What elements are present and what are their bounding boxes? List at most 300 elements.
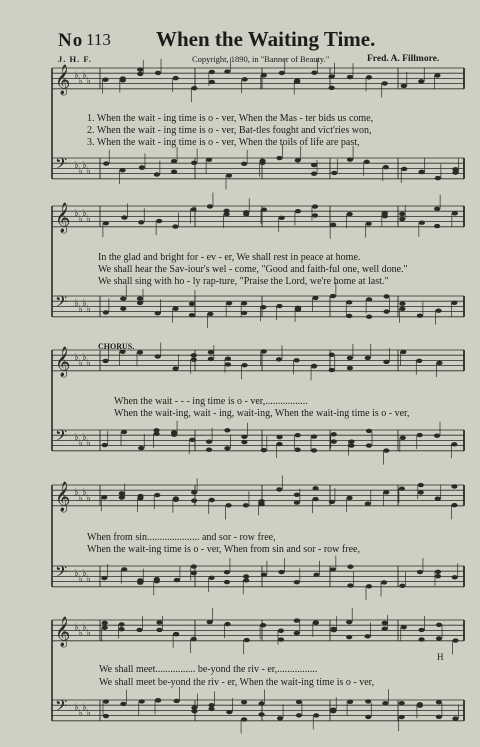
chorus-line-2-upper: When from sin..................... and sor - row free, — [87, 532, 276, 543]
notehead — [278, 570, 284, 574]
notehead — [401, 167, 407, 171]
flat-icon: ♭ — [74, 298, 79, 309]
notehead — [294, 631, 300, 635]
notehead — [156, 219, 162, 223]
notehead — [295, 158, 301, 162]
notehead — [189, 438, 195, 442]
notehead — [417, 433, 423, 437]
notehead — [277, 716, 283, 720]
notehead — [154, 172, 160, 176]
notehead — [226, 503, 232, 507]
flat-icon: ♭ — [86, 493, 91, 504]
notehead — [401, 84, 407, 88]
notehead — [348, 439, 354, 443]
notehead — [330, 567, 336, 571]
flat-icon: ♭ — [82, 352, 87, 363]
notehead — [313, 573, 319, 577]
notehead — [103, 699, 109, 703]
notehead — [382, 627, 388, 631]
notehead — [118, 627, 124, 631]
notehead — [191, 353, 197, 357]
treble-clef-icon: 𝄞 — [55, 65, 71, 95]
notehead — [156, 628, 162, 632]
composer-credit: Fred. A. Fillmore. — [367, 54, 440, 64]
notehead — [311, 163, 317, 167]
notehead — [155, 354, 161, 358]
notehead — [365, 699, 371, 703]
notehead — [173, 76, 179, 80]
notehead — [312, 296, 318, 300]
treble-clef-icon: 𝄞 — [55, 482, 71, 512]
notehead — [347, 700, 353, 704]
notehead — [278, 637, 284, 641]
notehead — [313, 497, 319, 501]
notehead — [102, 621, 108, 625]
notehead — [226, 710, 232, 714]
flat-icon: ♭ — [82, 432, 87, 443]
notehead — [400, 436, 406, 440]
notehead — [189, 313, 195, 317]
flat-icon: ♭ — [82, 160, 87, 171]
flat-icon: ♭ — [82, 208, 87, 219]
notehead — [172, 366, 178, 370]
notehead — [171, 430, 177, 434]
notehead — [243, 503, 249, 507]
notehead — [419, 170, 425, 174]
notehead — [383, 294, 389, 298]
flat-icon: ♭ — [74, 160, 79, 171]
notehead — [296, 713, 302, 717]
notehead — [208, 350, 214, 354]
notehead — [243, 212, 249, 216]
flat-icon: ♭ — [82, 702, 87, 713]
notehead — [137, 350, 143, 354]
notehead — [399, 584, 405, 588]
notehead — [276, 435, 282, 439]
notehead — [173, 498, 179, 502]
notehead — [171, 159, 177, 163]
notehead — [119, 491, 125, 495]
notehead — [173, 632, 179, 636]
flat-icon: ♭ — [74, 702, 79, 713]
flat-icon: ♭ — [74, 568, 79, 579]
notehead — [137, 67, 143, 71]
notehead — [137, 494, 143, 498]
notehead — [101, 576, 107, 580]
flat-icon: ♭ — [74, 70, 79, 81]
notehead — [452, 716, 458, 720]
notehead — [244, 638, 250, 642]
notehead — [191, 709, 197, 713]
notehead — [347, 496, 353, 500]
notehead — [346, 314, 352, 318]
notehead — [293, 358, 299, 362]
notehead — [399, 307, 405, 311]
flat-icon: ♭ — [86, 166, 91, 177]
notehead — [224, 428, 230, 432]
notehead — [121, 430, 127, 434]
flat-icon: ♭ — [74, 487, 79, 498]
notehead — [452, 167, 458, 171]
chorus-line-3-lower: We shall meet be-yond the riv - er, When the wait-ing time is o - ver, — [99, 677, 375, 688]
notehead — [346, 635, 352, 639]
notehead — [226, 301, 232, 305]
notehead — [226, 173, 232, 177]
notehead — [399, 701, 405, 705]
flat-icon: ♭ — [86, 438, 91, 449]
notehead — [434, 207, 440, 211]
notehead — [209, 80, 215, 84]
notehead — [416, 359, 422, 363]
bass-clef-icon: 𝄢 — [55, 427, 68, 449]
notehead — [243, 578, 249, 582]
notehead — [207, 204, 213, 208]
notehead — [330, 294, 336, 298]
notehead — [224, 622, 230, 626]
notehead — [436, 623, 442, 627]
notehead — [313, 486, 319, 490]
notehead — [330, 707, 336, 711]
notehead — [451, 301, 457, 305]
chorus-label: CHORUS. — [98, 342, 135, 351]
notehead — [103, 714, 109, 718]
notehead — [399, 715, 405, 719]
notehead — [435, 176, 441, 180]
notehead — [138, 446, 144, 450]
notehead — [347, 565, 353, 569]
flat-icon: ♭ — [78, 493, 83, 504]
notehead — [137, 301, 143, 305]
treble-clef-icon: 𝄞 — [55, 347, 71, 377]
flat-icon: ♭ — [78, 574, 83, 585]
notehead — [366, 429, 372, 433]
flat-icon: ♭ — [74, 432, 79, 443]
notehead — [209, 70, 215, 74]
flat-icon: ♭ — [78, 304, 83, 315]
notehead — [417, 703, 423, 707]
notehead — [435, 570, 441, 574]
verse-2-line-2: We shall hear the Sav-iour's wel - come, "Good and faith-ful one, well done." — [98, 264, 408, 275]
notehead — [154, 493, 160, 497]
notehead — [366, 75, 372, 79]
notehead — [399, 487, 405, 491]
notehead — [418, 637, 424, 641]
bass-clef-icon: 𝄢 — [55, 155, 68, 177]
hymn-number: 113 — [86, 30, 111, 49]
notehead — [295, 308, 301, 312]
chorus-line-1-lower: When the wait-ing, wait - ing, wait-ing, When the wait-ing time is o - ver, — [114, 408, 410, 419]
notehead — [294, 493, 300, 497]
notehead — [366, 222, 372, 226]
notehead — [331, 439, 337, 443]
notehead — [103, 161, 109, 165]
notehead — [329, 74, 335, 78]
notehead — [241, 435, 247, 439]
notehead — [172, 224, 178, 228]
verse-3-line-2: We shall sing with ho - ly rap-ture, "Praise the Lord, we're home at last." — [98, 276, 389, 287]
notehead — [121, 215, 127, 219]
notehead — [311, 434, 317, 438]
notehead — [419, 220, 425, 224]
notehead — [102, 359, 108, 363]
notehead — [243, 574, 249, 578]
notehead — [399, 212, 405, 216]
notehead — [295, 209, 301, 213]
notehead — [294, 79, 300, 83]
notehead — [276, 357, 282, 361]
notehead — [102, 626, 108, 630]
notehead — [346, 300, 352, 304]
notehead — [172, 306, 178, 310]
notehead — [434, 434, 440, 438]
treble-clef-icon: 𝄞 — [55, 203, 71, 233]
notehead — [279, 71, 285, 75]
verse-3-line-1: 3. When the wait - ing time is o - ver, When the toils of life are past, — [87, 137, 360, 148]
notehead — [208, 576, 214, 580]
notehead — [121, 567, 127, 571]
notehead — [155, 71, 161, 75]
flat-icon: ♭ — [82, 622, 87, 633]
lyricist-credit: J. H. F. — [58, 54, 92, 64]
flat-icon: ♭ — [78, 166, 83, 177]
notehead — [154, 577, 160, 581]
notehead — [418, 483, 424, 487]
notehead — [102, 443, 108, 447]
notehead — [383, 448, 389, 452]
hymn-title: When the Waiting Time. — [156, 27, 376, 51]
notehead — [434, 224, 440, 228]
notehead — [295, 433, 301, 437]
notehead — [101, 495, 107, 499]
notehead — [155, 698, 161, 702]
notehead — [259, 159, 265, 163]
notehead — [311, 70, 317, 74]
hymn-number-prefix: No — [58, 30, 84, 51]
notehead — [207, 312, 213, 316]
notehead — [224, 570, 230, 574]
notehead — [295, 448, 301, 452]
notehead — [294, 500, 300, 504]
notehead — [278, 629, 284, 633]
notehead — [225, 362, 231, 366]
notehead — [103, 310, 109, 314]
flat-icon: ♭ — [82, 487, 87, 498]
notehead — [139, 166, 145, 170]
notehead — [418, 490, 424, 494]
flat-icon: ♭ — [78, 708, 83, 719]
flat-icon: ♭ — [78, 76, 83, 87]
notehead — [241, 162, 247, 166]
notehead — [312, 204, 318, 208]
flat-icon: ♭ — [82, 70, 87, 81]
notehead — [383, 360, 389, 364]
notehead — [347, 583, 353, 587]
notehead — [138, 220, 144, 224]
notehead — [102, 77, 108, 81]
notehead — [137, 296, 143, 300]
notehead — [399, 217, 405, 221]
flat-icon: ♭ — [86, 574, 91, 585]
notehead — [174, 578, 180, 582]
flat-icon: ♭ — [74, 208, 79, 219]
notehead — [191, 490, 197, 494]
notehead — [382, 81, 388, 85]
flat-icon: ♭ — [74, 352, 79, 363]
notehead — [258, 712, 264, 716]
notehead — [452, 211, 458, 215]
notehead — [206, 440, 212, 444]
flat-icon: ♭ — [86, 76, 91, 87]
notehead — [191, 564, 197, 568]
notehead — [241, 311, 247, 315]
notehead — [171, 170, 177, 174]
notehead — [347, 356, 353, 360]
copyright-notice: Copyright, 1890, in "Banner of Beauty." — [192, 54, 330, 64]
notehead — [418, 628, 424, 632]
notehead — [365, 356, 371, 360]
notehead — [189, 302, 195, 306]
notehead — [191, 637, 197, 641]
notehead — [383, 490, 389, 494]
notehead — [451, 484, 457, 488]
notehead — [329, 86, 335, 90]
notehead — [434, 73, 440, 77]
verse-1-line-1: 1. When the wait - ing time is o - ver, When the Mas - ter bids us come, — [87, 113, 374, 124]
notehead — [191, 161, 197, 165]
notehead — [137, 578, 143, 582]
notehead — [451, 503, 457, 507]
bass-clef-icon: 𝄢 — [55, 563, 68, 585]
page-mark: H — [437, 652, 444, 662]
notehead — [435, 309, 441, 313]
notehead — [366, 297, 372, 301]
notehead — [242, 363, 248, 367]
notehead — [103, 221, 109, 225]
notehead — [452, 638, 458, 642]
notehead — [313, 620, 319, 624]
notehead — [348, 443, 354, 447]
notehead — [331, 432, 337, 436]
notehead — [311, 172, 317, 176]
notehead — [224, 209, 230, 213]
flat-icon: ♭ — [74, 622, 79, 633]
notehead — [331, 171, 337, 175]
verse-1-line-2: In the glad and bright for - ev - er, We shall rest in peace at home. — [98, 252, 361, 263]
notehead — [120, 78, 126, 82]
notehead — [260, 623, 266, 627]
notehead — [242, 77, 248, 81]
notehead — [260, 305, 266, 309]
notehead — [330, 223, 336, 227]
notehead — [417, 570, 423, 574]
notehead — [191, 571, 197, 575]
notehead — [347, 75, 353, 79]
notehead — [294, 618, 300, 622]
notehead — [364, 160, 370, 164]
notehead — [436, 715, 442, 719]
verse-2-line-1: 2. When the wait - ing time is o - ver, Bat-tles fought and vict'ries won, — [87, 125, 372, 136]
notehead — [311, 448, 317, 452]
notehead — [174, 699, 180, 703]
notehead — [118, 622, 124, 626]
bass-clef-icon: 𝄢 — [55, 293, 68, 315]
notehead — [347, 212, 353, 216]
notehead — [366, 314, 372, 318]
notehead — [311, 364, 317, 368]
flat-icon: ♭ — [78, 438, 83, 449]
notehead — [436, 361, 442, 365]
notehead — [191, 86, 197, 90]
notehead — [120, 702, 126, 706]
notehead — [139, 699, 145, 703]
notehead — [241, 301, 247, 305]
notehead — [119, 168, 125, 172]
notehead — [209, 498, 215, 502]
notehead — [451, 442, 457, 446]
notehead — [136, 628, 142, 632]
notehead — [366, 584, 372, 588]
notehead — [279, 216, 285, 220]
notehead — [399, 302, 405, 306]
notehead — [347, 157, 353, 161]
notehead — [294, 580, 300, 584]
flat-icon: ♭ — [86, 214, 91, 225]
notehead — [366, 443, 372, 447]
notehead — [401, 625, 407, 629]
notehead — [312, 213, 318, 217]
flat-icon: ♭ — [86, 358, 91, 369]
notehead — [119, 495, 125, 499]
notehead — [382, 701, 388, 705]
notehead — [224, 446, 230, 450]
notehead — [365, 502, 371, 506]
notehead — [313, 713, 319, 717]
notehead — [156, 620, 162, 624]
notehead — [191, 357, 197, 361]
notehead — [224, 69, 230, 73]
notehead — [436, 636, 442, 640]
flat-icon: ♭ — [78, 358, 83, 369]
notehead — [276, 442, 282, 446]
notehead — [153, 428, 159, 432]
notehead — [435, 574, 441, 578]
chorus-line-2-lower: When the wait-ing time is o - ver, When from sin and sor - row free, — [87, 544, 360, 555]
notehead — [346, 620, 352, 624]
notehead — [347, 366, 353, 370]
notehead — [365, 715, 371, 719]
flat-icon: ♭ — [78, 628, 83, 639]
flat-icon: ♭ — [86, 708, 91, 719]
notehead — [241, 700, 247, 704]
notehead — [382, 214, 388, 218]
notehead — [224, 580, 230, 584]
notehead — [120, 297, 126, 301]
notehead — [383, 309, 389, 313]
notehead — [206, 158, 212, 162]
notehead — [241, 717, 247, 721]
chorus-line-3-upper: We shall meet................ be-yond the riv - er,................ — [99, 664, 318, 675]
flat-icon: ♭ — [86, 628, 91, 639]
notehead — [191, 498, 197, 502]
flat-icon: ♭ — [86, 304, 91, 315]
notehead — [452, 575, 458, 579]
notehead — [331, 627, 337, 631]
notehead — [417, 314, 423, 318]
notehead — [296, 700, 302, 704]
notehead — [276, 156, 282, 160]
notehead — [155, 311, 161, 315]
notehead — [225, 357, 231, 361]
